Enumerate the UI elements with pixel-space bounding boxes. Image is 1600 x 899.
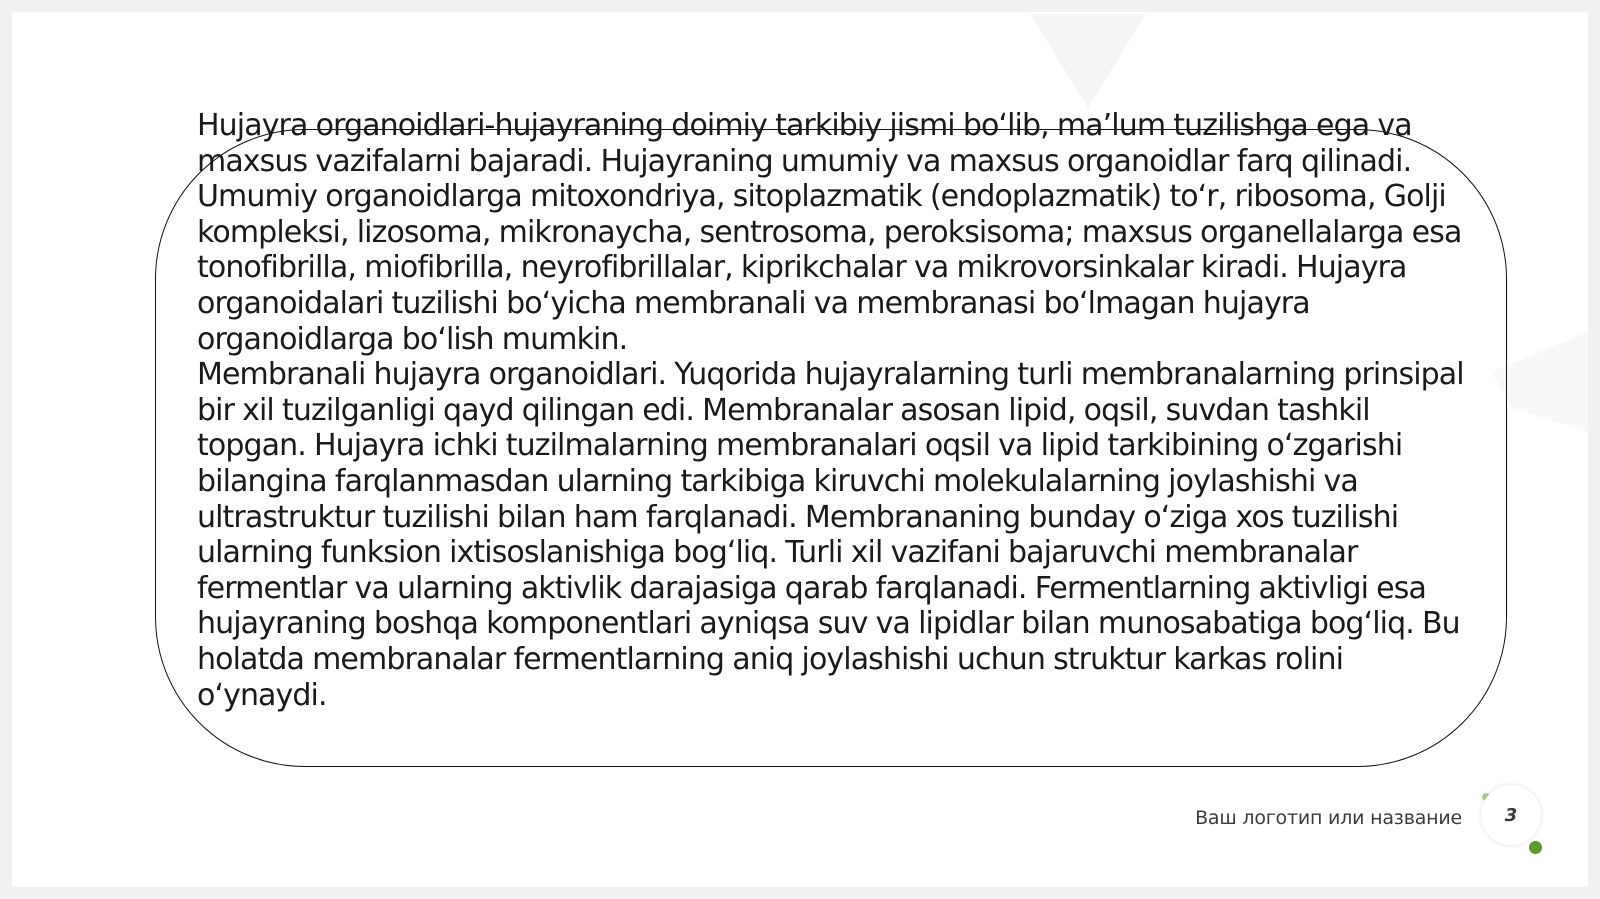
paragraph-membrane-organoids: Membranali hujayra organoidlari. Yuqorida hujayralarning turli membranalarning prinsipal bir xil tuzilganligi qayd qilingan edi. Membranalar asosan lipid, oqsil, suvdan tashkil topgan. Hujayra ichki tuzilmalarning membranalari oqsil va lipid tarkibining oʻzgarishi bilangina farqlanmasdan ularning tarkibiga kiruvchi molekulalarning joylashishi va ultrastruktur tuzilishi bilan ham farqlanadi. Membrananing bunday oʻziga xos tuzilishi ularning funksion ixtisoslanishiga bogʻliq. Turli xil vazifani bajaruvchi membranalar fermentlar va ularning aktivlik darajasiga qarab farqlanadi. Fermentlarning aktivligi esa hujayraning boshqa komponentlari ayniqsa suv va lipidlar bilan munosabatiga bogʻliq. Bu holatda membranalar fermentlarning aniq joylashishi uchun struktur karkas rolini oʻynaydi. (197, 357, 1464, 713)
slide (12, 12, 1588, 887)
page-number: 3 (1504, 804, 1518, 826)
body-text (197, 108, 1467, 713)
page-number-badge (1481, 785, 1541, 845)
footer-logo-text: Ваш логотип или название (1195, 807, 1462, 829)
decorative-dot-large (1529, 841, 1542, 854)
paragraph-organoids-intro: Hujayra organoidlari-hujayraning doimiy tarkibiy jismi boʻlib, maʼlum tuzilishga ega va maxsus vazifalarni bajaradi. Hujayraning umumiy va maxsus organoidlar farq qilinadi. Umumiy organoidlarga mitoxondriya, sitoplazmatik (endoplazmatik) toʻr, ribosoma, Golji kompleksi, lizosoma, mikronaycha, sentrosoma, peroksisoma; maxsus organellalarga esa tonofibrilla, miofibrilla, neyrofibrillalar, kiprikchalar va mikrovorsinkalar kiradi. Hujayra organoidalari tuzilishi boʻyicha membranali va membranasi boʻlmagan hujayra organoidlarga boʻlish mumkin. (197, 108, 1462, 357)
